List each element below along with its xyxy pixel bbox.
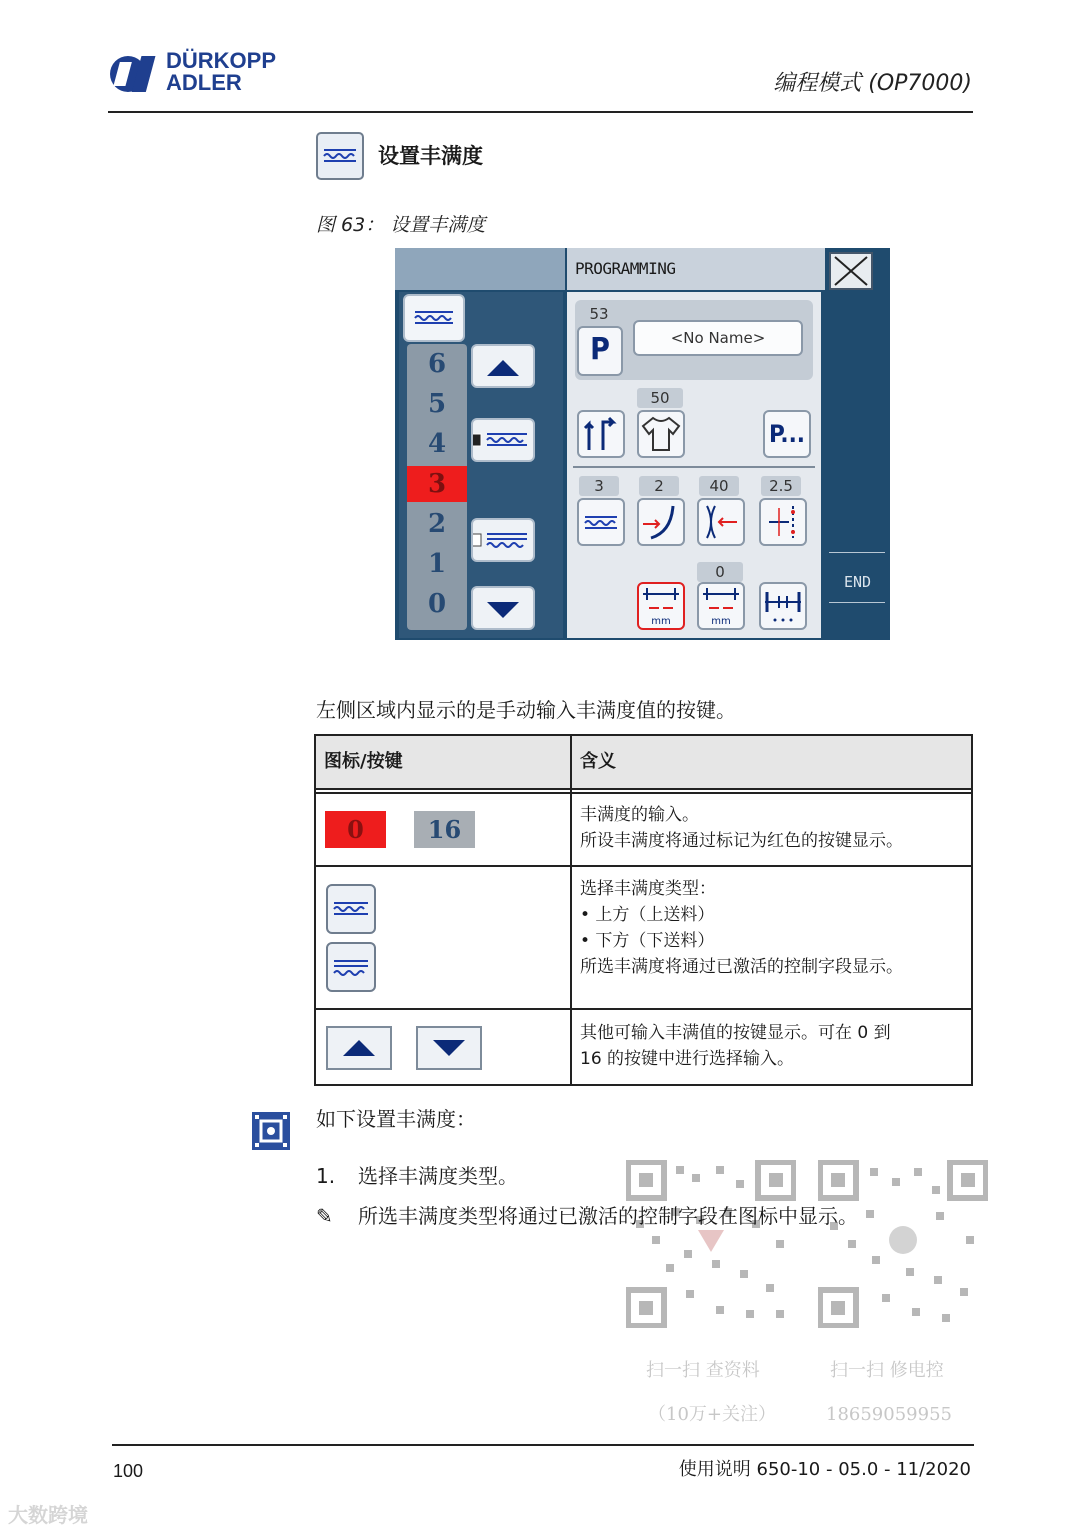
end-divider-bottom: [829, 602, 885, 603]
end-button[interactable]: END: [843, 573, 872, 591]
curve-icon: [639, 500, 683, 544]
sewing-direction-button[interactable]: [577, 410, 625, 458]
program-list-button[interactable]: P...: [763, 410, 811, 458]
step-1: [316, 1162, 518, 1190]
upper-fullness-button[interactable]: [471, 418, 535, 462]
curve-param-button[interactable]: [637, 498, 685, 546]
gap-param-button[interactable]: [697, 498, 745, 546]
section-title: 设置丰满度: [378, 144, 483, 168]
upper-fullness-icon: [473, 420, 533, 460]
row2-line2: • 上方（上送料）: [580, 905, 715, 925]
stitch-param-button[interactable]: [759, 498, 807, 546]
brand-name-line2: ADLER: [166, 70, 242, 95]
fullness-wave-icon: [405, 296, 463, 340]
fullness-mode-indicator[interactable]: [403, 294, 465, 342]
lower-fullness-key: [326, 942, 376, 992]
stitch-count-icon: [761, 584, 805, 628]
watermark-qr-code-left: [626, 1160, 796, 1328]
table-header-rule-double: [316, 792, 971, 794]
steps-intro: 如下设置丰满度：: [316, 1107, 476, 1131]
row1-line1: 丰满度的输入。: [580, 805, 699, 825]
row2-line4: 所选丰满度将通过已激活的控制字段显示。: [580, 957, 903, 977]
intro-paragraph: 左侧区域内显示的是手动输入丰满度值的按键。: [316, 698, 736, 722]
gray-number-key: 16: [414, 811, 475, 848]
sewing-direction-icon: [579, 412, 623, 456]
fullness-wave-icon: [316, 132, 364, 180]
stitch-param-value: 2.5: [761, 476, 801, 496]
lower-fullness-icon: [473, 520, 533, 560]
fullness-param-value: 3: [579, 476, 619, 496]
screen-right-panel: [825, 292, 890, 638]
distance-param-value: 0: [697, 562, 743, 582]
table-header-meaning: 含义: [572, 736, 971, 788]
upper-fullness-icon: [328, 886, 374, 932]
watermark-caption-left-1: 扫一扫 查资料: [646, 1360, 760, 1381]
svg-text:mm: mm: [711, 616, 731, 627]
lower-fullness-icon: [328, 944, 374, 990]
result-text: 所选丰满度类型将通过已激活的控制字段在图标中显示。: [358, 1204, 858, 1228]
row1-line2: 所设丰满度将通过标记为红色的按键显示。: [580, 831, 903, 851]
gap-icon: [699, 500, 743, 544]
number-key-5[interactable]: 5: [427, 389, 447, 419]
program-button[interactable]: P: [577, 326, 623, 376]
corner-watermark: 大数跨境: [8, 1503, 88, 1527]
table-column-divider: [570, 736, 572, 1084]
close-icon: [831, 254, 871, 288]
arrow-down-icon: [433, 1040, 465, 1056]
distance-mm-button[interactable]: [697, 582, 745, 630]
fullness-number-keys: [407, 344, 467, 630]
result-arrow-icon: ✎: [316, 1204, 333, 1228]
row3-line2: 16 的按键中进行选择输入。: [580, 1049, 795, 1069]
operating-step-icon: [252, 1112, 290, 1150]
row2-line1: 选择丰满度类型：: [580, 879, 716, 899]
table-header-icon: 图标/按键: [316, 736, 570, 788]
number-key-3-active[interactable]: 3: [407, 466, 467, 502]
chapter-title: 编程模式 (OP7000): [773, 71, 972, 96]
fullness-param-button[interactable]: [577, 498, 625, 546]
fullness-wave-icon: [579, 500, 623, 544]
shirt-icon: [639, 412, 683, 456]
watermark-caption-left-2: （10万+关注）: [648, 1404, 776, 1425]
arrow-down-icon: [487, 602, 519, 618]
number-key-4[interactable]: 4: [427, 429, 447, 459]
watermark-caption-right-1: 扫一扫 修电控: [830, 1360, 944, 1381]
program-parameters-panel: [567, 292, 821, 638]
number-key-2[interactable]: 2: [427, 509, 447, 539]
footer-divider: [112, 1444, 974, 1446]
watermark-qr-code-right: [818, 1160, 988, 1328]
screen-top-left-bar: [395, 248, 565, 290]
red-number-key: 0: [325, 811, 386, 848]
screen-title: PROGRAMMING: [575, 259, 676, 278]
key-meaning-table: [314, 734, 973, 1086]
distance-mm-button-active[interactable]: [637, 582, 685, 630]
program-number: 53: [579, 304, 619, 324]
distance-mm-icon: [699, 584, 743, 628]
document-info: 使用说明 650-10 - 05.0 - 11/2020: [678, 1459, 971, 1480]
table-header-rule: [316, 788, 971, 790]
number-key-6[interactable]: 6: [427, 349, 447, 379]
stitch-count-button[interactable]: [759, 582, 807, 630]
page-number: 100: [113, 1461, 144, 1481]
parameter-divider: [573, 466, 815, 468]
row3-line1: 其他可输入丰满值的按键显示。可在 0 到: [580, 1023, 891, 1043]
scroll-up-button[interactable]: [471, 344, 535, 388]
gap-param-value: 40: [699, 476, 739, 496]
close-button[interactable]: [829, 252, 873, 290]
durkopp-adler-logo-icon: [108, 54, 160, 94]
arrow-up-icon: [487, 360, 519, 376]
table-row-divider: [316, 865, 971, 867]
watermark-caption-right-2: 18659059955: [826, 1404, 952, 1425]
row2-line3: • 下方（下送料）: [580, 931, 715, 951]
table-row-divider: [316, 1008, 971, 1010]
up-arrow-key: [326, 1026, 392, 1070]
program-name-field[interactable]: <No Name>: [633, 320, 803, 356]
distance-mm-icon: [639, 584, 683, 628]
header-divider: [108, 111, 973, 113]
number-key-1[interactable]: 1: [427, 549, 447, 579]
arrow-up-icon: [343, 1040, 375, 1056]
fullness-input-panel: [399, 292, 563, 638]
svg-text:mm: mm: [651, 616, 671, 627]
upper-fullness-key: [326, 884, 376, 934]
step-1-number: 1.: [316, 1164, 336, 1188]
curve-param-value: 2: [639, 476, 679, 496]
figure-caption: 图 63： 设置丰满度: [316, 214, 486, 236]
brand-name-line1: DÜRKOPP: [166, 48, 277, 73]
garment-button[interactable]: [637, 410, 685, 458]
garment-value: 50: [637, 388, 683, 408]
step-1-text: 选择丰满度类型。: [358, 1164, 518, 1188]
stitch-length-icon: [761, 500, 805, 544]
end-divider-top: [829, 552, 885, 553]
scroll-down-button[interactable]: [471, 586, 535, 630]
lower-fullness-button[interactable]: [471, 518, 535, 562]
programming-screen: [395, 248, 890, 640]
down-arrow-key: [416, 1026, 482, 1070]
number-key-0[interactable]: 0: [427, 589, 447, 619]
